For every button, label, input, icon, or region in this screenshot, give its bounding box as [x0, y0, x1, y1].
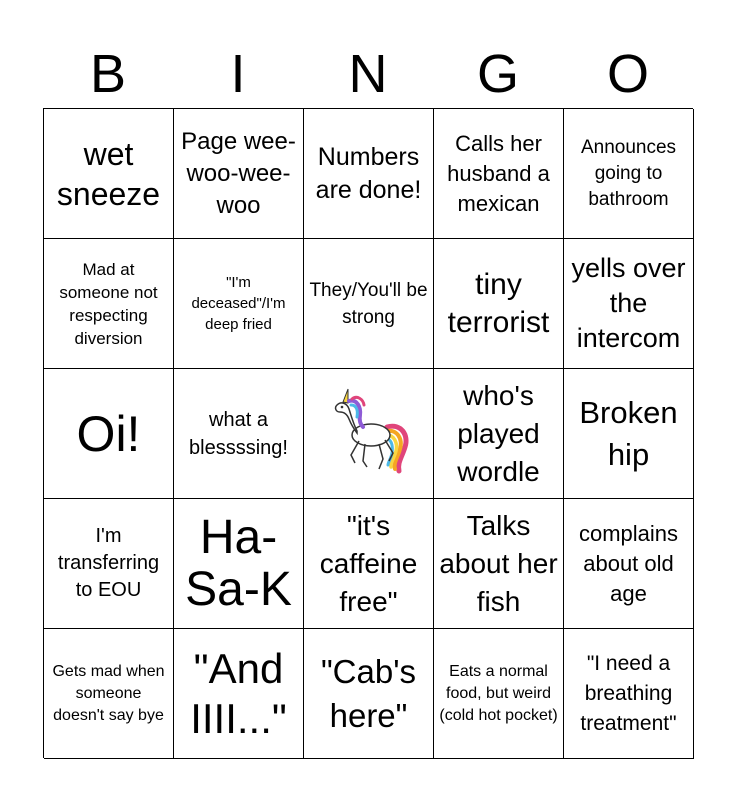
- header-letter-g: G: [476, 44, 519, 104]
- unicorn-icon: [327, 383, 411, 484]
- bingo-cell[interactable]: [304, 629, 434, 759]
- bingo-cell[interactable]: [304, 499, 434, 629]
- bingo-cell[interactable]: [44, 239, 174, 369]
- cell-text: yells over the intercom: [571, 253, 686, 353]
- cell-text: "I need a breathing treatment": [580, 651, 677, 735]
- cell-text: "And IIII...": [190, 644, 287, 742]
- cell-text: Gets mad when someone doesn't say bye: [52, 662, 165, 724]
- cell-text: "it's caffeine free": [319, 509, 418, 617]
- bingo-cell[interactable]: [44, 629, 174, 759]
- cell-text: Mad at someone not respecting diversion: [59, 259, 158, 348]
- bingo-cell[interactable]: [564, 109, 694, 239]
- bingo-cell[interactable]: [174, 239, 304, 369]
- bingo-cell[interactable]: [304, 239, 434, 369]
- bingo-cell[interactable]: [44, 499, 174, 629]
- cell-text: Talks about her fish: [439, 509, 558, 617]
- bingo-cell[interactable]: [174, 369, 304, 499]
- cell-text: complains about old age: [578, 520, 679, 606]
- cell-text: Announces going to bathroom: [580, 136, 677, 210]
- cell-text: what a blessssing!: [189, 408, 288, 459]
- bingo-cell[interactable]: [44, 369, 174, 499]
- cell-text: I'm transferring to EOU: [57, 525, 160, 601]
- bingo-cell[interactable]: [434, 109, 564, 239]
- bingo-cell[interactable]: [564, 499, 694, 629]
- cell-text: "Cab's here": [320, 652, 417, 734]
- cell-text: They/You'll be strong: [309, 279, 428, 328]
- bingo-header: [43, 40, 693, 108]
- free-space-cell[interactable]: [304, 369, 434, 499]
- header-letter-o: O: [606, 44, 649, 104]
- header-letter-i: I: [230, 44, 246, 104]
- cell-text: tiny terrorist: [447, 267, 550, 339]
- bingo-cell[interactable]: [434, 499, 564, 629]
- header-letter-b: B: [89, 44, 127, 104]
- cell-text: Oi!: [76, 405, 141, 462]
- bingo-cell[interactable]: [174, 109, 304, 239]
- bingo-cell[interactable]: [304, 109, 434, 239]
- bingo-cell[interactable]: [434, 239, 564, 369]
- bingo-cell[interactable]: [44, 109, 174, 239]
- cell-text: Ha-Sa-K: [185, 510, 292, 616]
- cell-text: Calls her husband a mexican: [447, 130, 550, 216]
- cell-text: Numbers are done!: [315, 142, 422, 204]
- cell-text: who's played wordle: [457, 379, 540, 487]
- bingo-cell[interactable]: [564, 369, 694, 499]
- header-letter-n: N: [348, 44, 388, 104]
- bingo-cell[interactable]: [564, 629, 694, 759]
- bingo-cell[interactable]: [174, 499, 304, 629]
- cell-text: Eats a normal food, but weird (cold hot pocket): [439, 662, 558, 724]
- cell-text: "I'm deceased"/I'm deep fried: [191, 274, 286, 333]
- bingo-cell[interactable]: [434, 369, 564, 499]
- bingo-cell[interactable]: [564, 239, 694, 369]
- cell-text: wet sneeze: [56, 135, 161, 212]
- bingo-board: [43, 108, 693, 758]
- bingo-cell[interactable]: [174, 629, 304, 759]
- cell-text: Page wee-woo-wee-woo: [181, 127, 296, 219]
- bingo-cell[interactable]: [434, 629, 564, 759]
- cell-text: Broken hip: [579, 394, 678, 472]
